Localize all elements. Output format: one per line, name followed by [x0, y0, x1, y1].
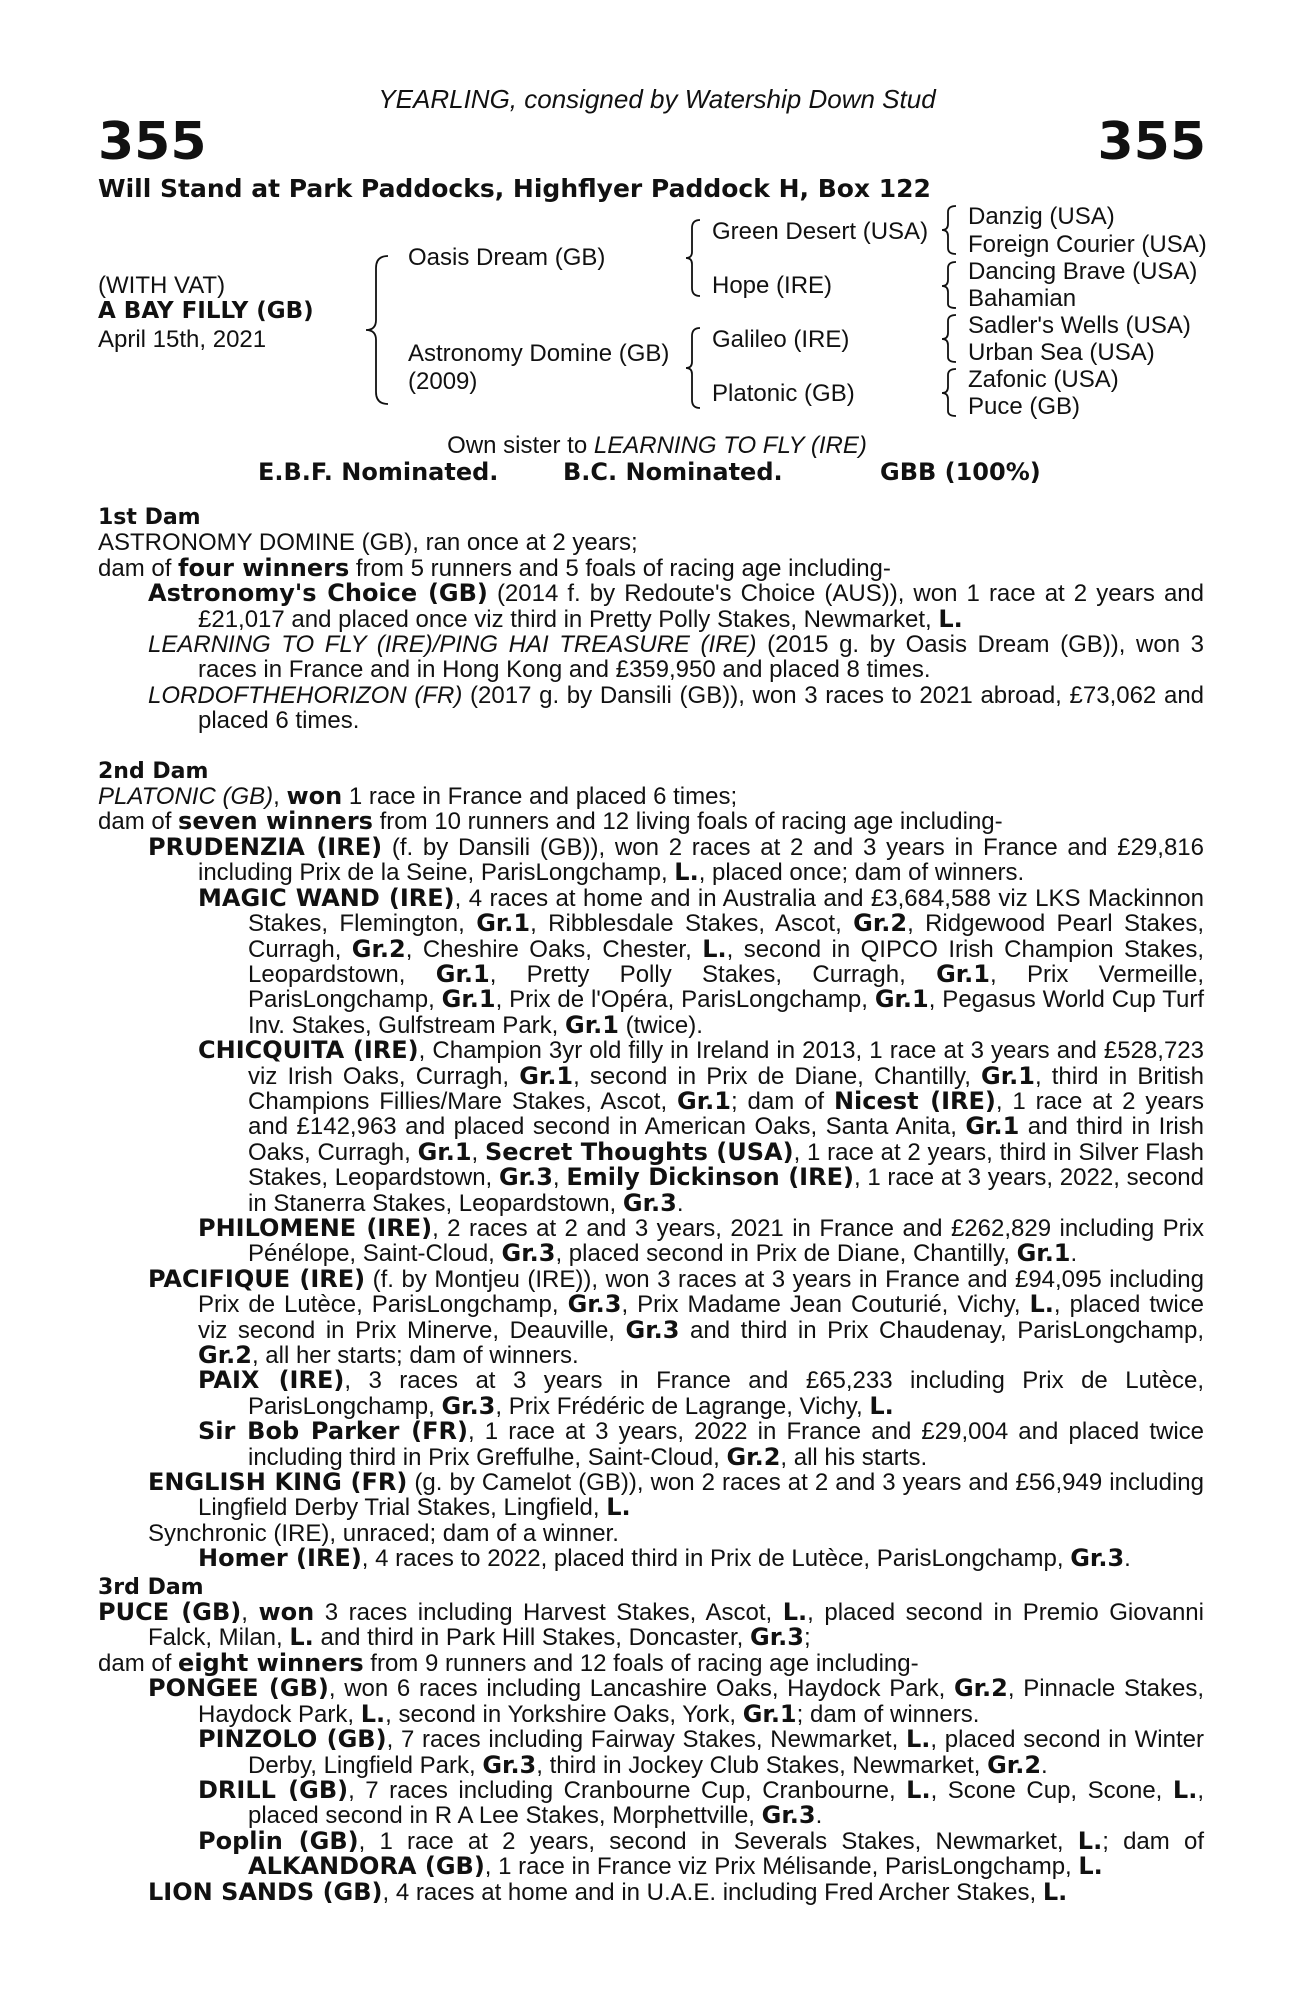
bc-nomination: B.C. Nominated. — [563, 458, 783, 486]
grandsire-2: Foreign Courier (USA) — [968, 231, 1207, 258]
offspring-entry: Poplin (GB), 1 race at 2 years, second in Severals Stakes, Newmarket, L.; dam of ALKANDORA (GB), 1 race in France viz Prix Mélisande, ParisLongchamp, L. — [198, 1826, 1204, 1881]
offspring-entry: Synchronic (IRE), unraced; dam of a winner. — [148, 1519, 619, 1547]
dam-dam: Platonic (GB) — [712, 380, 855, 407]
gbb-status: GBB (100%) — [880, 458, 1041, 486]
offspring-entry: Astronomy's Choice (GB) (2014 f. by Redoute's Choice (AUS)), won 1 race at 2 years and £21,017 and placed once viz third in Pretty Polly Stakes, Newmarket, L. — [148, 579, 1204, 633]
sire: Oasis Dream (GB) — [408, 244, 606, 271]
grandsire-8: Puce (GB) — [968, 393, 1081, 420]
second-dam-produce: dam of seven winners from 10 runners and 12 living foals of racing age including- — [98, 807, 1003, 836]
offspring-entry: MAGIC WAND (IRE), 4 races at home and in Australia and £3,684,588 viz LKS Mackinnon Stakes, Flemington, Gr.1, Ribblesdale Stakes, Ascot, Gr.2, Ridgewood Pearl Stakes, Curragh, Gr.2, Cheshire Oaks, Chester, L., second in QIPCO Irish Champion Stakes, Leopardstown, Gr.1, Pretty Polly Stakes, Curragh, Gr.1, Prix Vermeille, ParisLongchamp, Gr.1, Prix de l'Opéra, ParisLongchamp, Gr.1, Pegasus World Cup Turf Inv. Stakes, Gulfstream Park, Gr.1 (twice). — [198, 883, 1205, 1039]
grandsire-1: Danzig (USA) — [968, 203, 1115, 230]
sire-dam: Hope (IRE) — [712, 272, 833, 299]
third-dam-heading: 3rd Dam — [98, 1574, 204, 1600]
offspring-entry: CHICQUITA (IRE), Champion 3yr old filly in Ireland in 2013, 1 race at 3 years and £528,723 viz Irish Oaks, Curragh, Gr.1, second in Prix de Diane, Chantilly, Gr.1, third in British Champions Fillies/Mare Stakes, Ascot, Gr.1; dam of Nicest (IRE), 1 race at 2 years and £142,963 and placed second in American Oaks, Santa Anita, Gr.1 and third in Irish Oaks, Curragh, Gr.1, Secret Thoughts (USA), 1 race at 2 years, third in Silver Flash Stakes, Leopardstown, Gr.3, Emily Dickinson (IRE), 1 race at 3 years, 2022, second in Stanerra Stakes, Leopardstown, Gr.3. — [198, 1036, 1205, 1217]
sire-sire: Green Desert (USA) — [712, 218, 929, 245]
grandsire-4: Bahamian — [968, 285, 1077, 312]
first-dam-produce: dam of four winners from 5 runners and 5 foals of racing age including- — [98, 553, 891, 582]
offspring-entry: Sir Bob Parker (FR), 1 race at 3 years, 2022 in France and £29,004 and placed twice including third in Prix Greffulhe, Saint-Cloud, Gr.2, all his starts. — [198, 1417, 1204, 1471]
horse-name: A BAY FILLY (GB) — [98, 298, 314, 324]
dam-year: (2009) — [408, 368, 478, 395]
second-dam-line: PLATONIC (GB), won 1 race in France and placed 6 times; — [98, 782, 738, 811]
offspring-entry: Homer (IRE), 4 races to 2022, placed third in Prix de Lutèce, ParisLongchamp, Gr.3. — [198, 1544, 1131, 1573]
produce-record — [98, 505, 1204, 1905]
third-dam-produce: dam of eight winners from 9 runners and 12 foals of racing age including- — [98, 1648, 919, 1677]
offspring-entry: DRILL (GB), 7 races including Cranbourne Cup, Cranbourne, L., Scone Cup, Scone, L., placed second in R A Lee Stakes, Morphettville, Gr.3. — [198, 1775, 1204, 1830]
offspring-entry: PACIFIQUE (IRE) (f. by Montjeu (IRE)), won 3 races at 3 years in France and £94,095 including Prix de Lutèce, ParisLongchamp, Gr.3, Prix Madame Jean Couturié, Vichy, L., placed twice viz second in Prix Minerve, Deauville, Gr.3 and third in Prix Chaudenay, ParisLongchamp, Gr.2, all her starts; dam of winners. — [148, 1264, 1205, 1369]
offspring-entry: LEARNING TO FLY (IRE)/PING HAI TREASURE (IRE) (2015 g. by Oasis Dream (GB)), won 3 races in France and in Hong Kong and £359,950 and placed 8 times. — [148, 631, 1204, 684]
first-dam-heading: 1st Dam — [98, 505, 201, 530]
lot-number-right: 355 — [1097, 112, 1206, 172]
stand-location: Will Stand at Park Paddocks, Highflyer Paddock H, Box 122 — [98, 174, 931, 203]
pedigree-braces — [0, 0, 1314, 440]
offspring-entry: LION SANDS (GB), 4 races at home and in U.A.E. including Fred Archer Stakes, L. — [148, 1877, 1068, 1906]
grandsire-7: Zafonic (USA) — [968, 366, 1119, 393]
offspring-entry: PRUDENZIA (IRE) (f. by Dansili (GB)), won 2 races at 2 and 3 years in France and £29,816 including Prix de la Seine, ParisLongchamp, L., placed once; dam of winners. — [148, 832, 1204, 887]
ebf-nomination: E.B.F. Nominated. — [258, 458, 499, 486]
third-dam-line: PUCE (GB), won 3 races including Harvest Stakes, Ascot, L., placed second in Premio Giovanni Falck, Milan, L. and third in Park Hill Stakes, Doncaster, Gr.3; — [98, 1598, 1204, 1652]
first-dam-line: ASTRONOMY DOMINE (GB), ran once at 2 years; — [98, 529, 638, 557]
grandsire-6: Urban Sea (USA) — [968, 339, 1155, 366]
grandsire-3: Dancing Brave (USA) — [968, 258, 1198, 285]
second-dam-heading: 2nd Dam — [98, 758, 209, 784]
horse-dob: April 15th, 2021 — [98, 326, 267, 353]
dam: Astronomy Domine (GB) — [408, 340, 670, 367]
offspring-entry: PINZOLO (GB), 7 races including Fairway Stakes, Newmarket, L., placed second in Winter Derby, Lingfield Park, Gr.3, third in Jockey Club Stakes, Newmarket, Gr.2. — [198, 1725, 1204, 1779]
offspring-entry: PONGEE (GB), won 6 races including Lancashire Oaks, Haydock Park, Gr.2, Pinnacle Stakes, Haydock Park, L., second in Yorkshire Oaks, York, Gr.1; dam of winners. — [148, 1674, 1205, 1728]
offspring-entry: PHILOMENE (IRE), 2 races at 2 and 3 years, 2021 in France and £262,829 including Prix Pénélope, Saint-Cloud, Gr.3, placed second in Prix de Diane, Chantilly, Gr.1. — [198, 1213, 1204, 1268]
offspring-entry: ENGLISH KING (FR) (g. by Camelot (GB)), won 2 races at 2 and 3 years and £56,949 including Lingfield Derby Trial Stakes, Lingfield, L. — [148, 1468, 1204, 1522]
dam-sire: Galileo (IRE) — [712, 326, 850, 353]
own-sister-note: Own sister to LEARNING TO FLY (IRE) — [447, 432, 867, 459]
offspring-entry: PAIX (IRE), 3 races at 3 years in France and £65,233 including Prix de Lutèce, ParisLongchamp, Gr.3, Prix Frédéric de Lagrange, Vichy, L. — [198, 1366, 1204, 1420]
grandsire-5: Sadler's Wells (USA) — [968, 312, 1191, 339]
vat-note: (WITH VAT) — [98, 272, 226, 299]
consignment-line: YEARLING, consigned by Watership Down Stud — [378, 84, 936, 114]
offspring-entry: LORDOFTHEHORIZON (FR) (2017 g. by Dansili (GB)), won 3 races to 2021 abroad, £73,062 and placed 6 times. — [148, 681, 1205, 735]
lot-number-left: 355 — [98, 112, 207, 172]
